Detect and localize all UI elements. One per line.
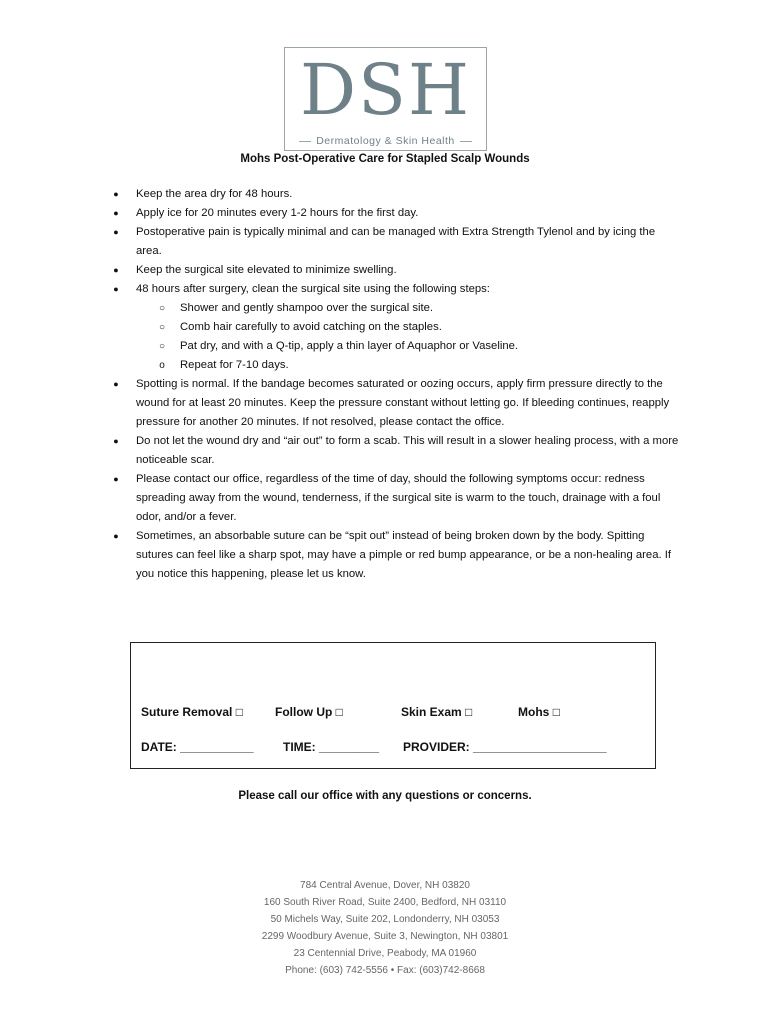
contact-line	[0, 962, 770, 979]
bullet-icon: ●	[113, 284, 119, 294]
provider-label: PROVIDER:	[403, 740, 470, 754]
logo-tagline: Dermatology & Skin Health	[316, 135, 455, 147]
address-line: 23 Centennial Drive, Peabody, MA 01960	[293, 948, 477, 959]
time-label: TIME:	[283, 740, 316, 754]
skin-exam-option[interactable]	[401, 705, 472, 719]
instruction-item	[110, 375, 680, 432]
checkbox-icon[interactable]: □	[335, 705, 343, 719]
instruction-text: Spotting is normal. If the bandage becomes saturated or oozing occurs, apply firm pressure directly to the wound for at least 20 minutes. Keep the pressure constant without letting go. If bleeding continues, reapply pressure for another 20 minutes. If not resolved, please contact the office.	[136, 378, 670, 428]
instruction-text: Please contact our office, regardless of the time of day, should the following symptoms occur: redness spreading away from the wound, tenderness, if the surgical site is warm to the touch, drainage with a foul odor, and/or a fever.	[136, 473, 661, 523]
cleaning-step	[110, 318, 680, 337]
date-field[interactable]	[141, 740, 254, 754]
checkbox-icon[interactable]: □	[552, 705, 560, 719]
open-circle-bullet-icon: ○	[158, 303, 166, 314]
office-addresses	[0, 877, 770, 979]
bullet-icon: ●	[113, 208, 119, 218]
instruction-item	[110, 185, 680, 204]
separator-dot: •	[390, 965, 395, 976]
logo-tagline-row	[299, 134, 472, 148]
instruction-item	[110, 470, 680, 527]
cleaning-step-text: Pat dry, and with a Q-tip, apply a thin layer of Aquaphor or Vaseline.	[180, 340, 519, 352]
cleaning-step-text: Comb hair carefully to avoid catching on the staples.	[180, 321, 442, 333]
address-line: 160 South River Road, Suite 2400, Bedford, NH 03110	[263, 897, 507, 908]
dsh-logo	[284, 47, 487, 151]
address-line: 784 Central Avenue, Dover, NH 03820	[300, 880, 470, 891]
fax-number: Fax: (603)742-8668	[397, 965, 485, 976]
instruction-item	[110, 527, 680, 584]
instruction-item	[110, 261, 680, 280]
instruction-text: Postoperative pain is typically minimal and can be managed with Extra Strength Tylenol and by icing the area.	[136, 226, 656, 257]
checkbox-icon[interactable]: □	[465, 705, 473, 719]
follow-up-label: Follow Up	[275, 705, 333, 719]
logo-divider-right	[460, 141, 472, 142]
cleaning-step	[110, 337, 680, 356]
appointment-form-box	[130, 642, 656, 769]
instruction-text: 48 hours after surgery, clean the surgical site using the following steps:	[136, 283, 490, 295]
cleaning-step	[110, 299, 680, 318]
letter-o-bullet-icon: o	[159, 360, 165, 371]
bullet-icon: ●	[113, 265, 119, 275]
bullet-icon: ●	[113, 227, 119, 237]
bullet-icon: ●	[113, 436, 119, 446]
time-blank[interactable]: _________	[319, 740, 380, 754]
bullet-icon: ●	[113, 189, 119, 199]
checkbox-icon[interactable]: □	[235, 705, 243, 719]
phone-number: Phone: (603) 742-5556	[285, 965, 388, 976]
suture-removal-label: Suture Removal	[141, 705, 233, 719]
instruction-item	[110, 223, 680, 261]
mohs-option[interactable]	[518, 705, 560, 719]
instruction-text: Keep the area dry for 48 hours.	[136, 188, 293, 200]
address-line: 50 Michels Way, Suite 202, Londonderry, NH 03053	[270, 914, 500, 925]
instruction-item	[110, 432, 680, 470]
instruction-text: Sometimes, an absorbable suture can be “spit out” instead of being broken down by the body. Spitting sutures can feel like a sharp spot, may have a pimple or red bump appearance, or be a non-healing area. If you notice this happening, please let us know.	[136, 530, 672, 580]
cleaning-step	[110, 356, 680, 375]
date-label: DATE:	[141, 740, 177, 754]
suture-removal-option[interactable]	[141, 705, 243, 719]
bullet-icon: ●	[113, 379, 119, 389]
bullet-icon: ●	[113, 531, 119, 541]
closing-note: Please call our office with any questions or concerns.	[238, 790, 532, 802]
date-blank[interactable]: ___________	[180, 740, 254, 754]
logo-letters: DSH	[299, 49, 472, 131]
instruction-text: Keep the surgical site elevated to minimize swelling.	[136, 264, 397, 276]
skin-exam-label: Skin Exam	[401, 705, 462, 719]
mohs-label: Mohs	[518, 705, 550, 719]
instruction-text: Do not let the wound dry and “air out” to form a scab. This will result in a slower healing process, with a more noticeable scar.	[136, 435, 679, 466]
document-title: Mohs Post-Operative Care for Stapled Scalp Wounds	[240, 153, 530, 165]
provider-field[interactable]	[403, 740, 607, 754]
instruction-text: Apply ice for 20 minutes every 1-2 hours for the first day.	[136, 207, 419, 219]
time-field[interactable]	[283, 740, 379, 754]
follow-up-option[interactable]	[275, 705, 343, 719]
open-circle-bullet-icon: ○	[158, 322, 166, 333]
open-circle-bullet-icon: ○	[158, 341, 166, 352]
instruction-item	[110, 204, 680, 223]
cleaning-step-text: Shower and gently shampoo over the surgical site.	[180, 302, 434, 314]
bullet-icon: ●	[113, 474, 119, 484]
instructions-list	[110, 185, 680, 584]
instruction-item	[110, 280, 680, 299]
logo-divider-left	[299, 141, 311, 142]
address-line: 2299 Woodbury Avenue, Suite 3, Newington, NH 03801	[261, 931, 509, 942]
cleaning-step-text: Repeat for 7-10 days.	[180, 359, 289, 371]
provider-blank[interactable]: ____________________	[473, 740, 607, 754]
